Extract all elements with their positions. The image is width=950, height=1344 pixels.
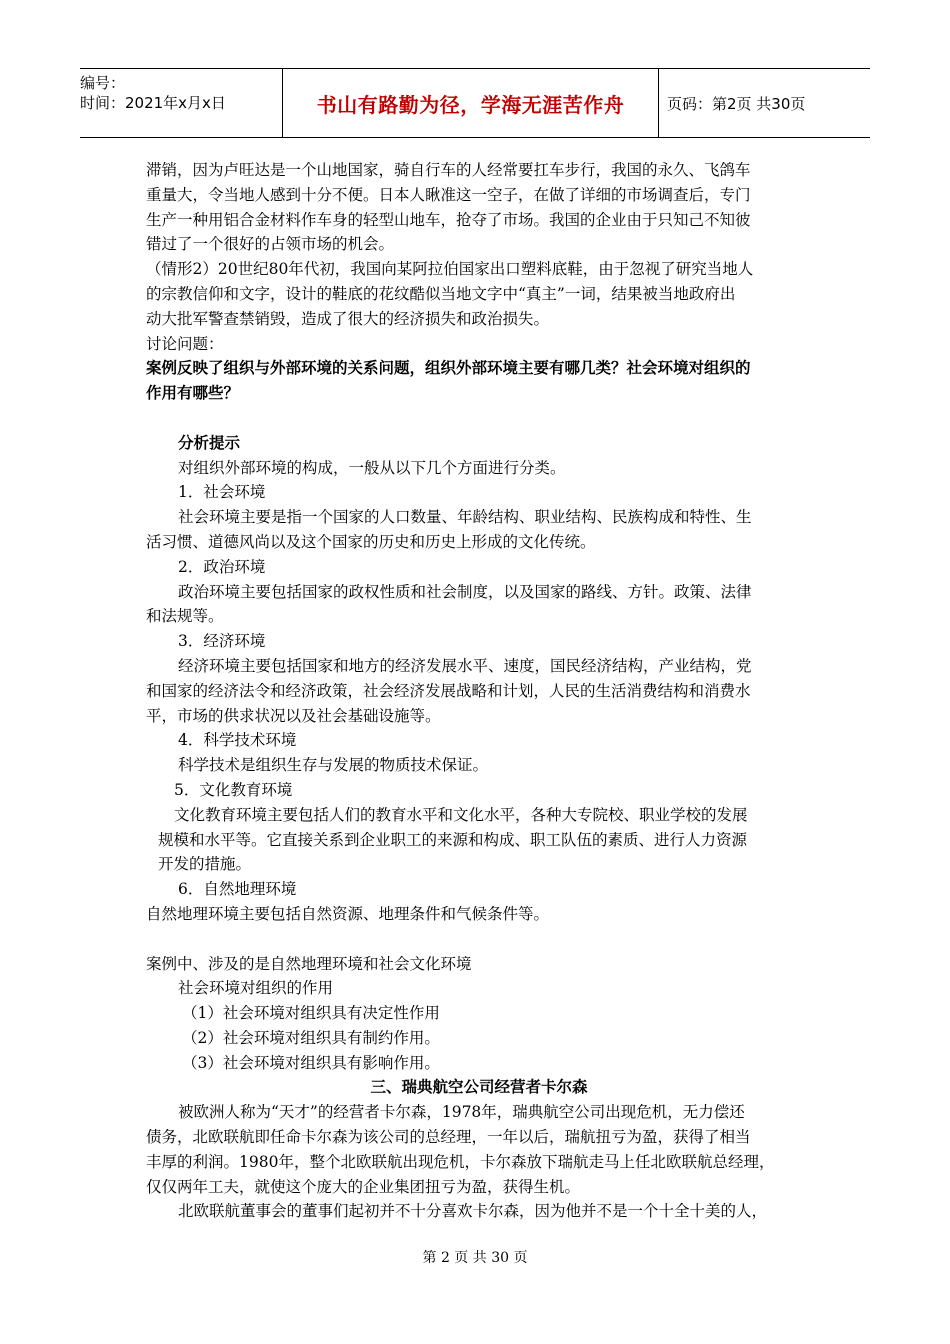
text-line: 债务，北欧联航即任命卡尔森为该公司的总经理，一年以后，瑞航扭亏为盈，获得了相当 <box>146 1128 751 1147</box>
text-line: 的宗教信仰和文字，设计的鞋底的花纹酷似当地文字中“真主”一词，结果被当地政府出 <box>146 284 736 303</box>
header-page-label: 页码：第2页 共30页 <box>667 94 806 113</box>
text-line: 活习惯、道德风尚以及这个国家的历史和历史上形成的文化传统。 <box>146 532 596 551</box>
page-header <box>80 68 870 138</box>
text-line: 科学技术是组织生存与发展的物质技术保证。 <box>178 756 489 775</box>
document-body <box>146 158 812 1224</box>
text-line: 政治环境主要包括国家的政权性质和社会制度，以及国家的路线、方针。政策、法律 <box>178 582 752 601</box>
page-footer: 第 2 页 共 30 页 <box>422 1250 528 1266</box>
text-line: 被欧洲人称为“天才”的经营者卡尔森，1978年，瑞典航空公司出现危机，无力偿还 <box>178 1103 745 1122</box>
text-line: 生产一种用铝合金材料作车身的轻型山地车，抢夺了市场。我国的企业由于只知己不知彼 <box>146 210 751 229</box>
spacer <box>146 406 812 431</box>
role-title: 社会环境对组织的作用 <box>178 979 334 998</box>
text-line: 动大批军警查禁销毁，造成了很大的经济损失和政治损失。 <box>146 309 550 328</box>
section-heading: 3．经济环境 <box>178 632 266 651</box>
header-meta <box>80 69 282 137</box>
text-line: 和法规等。 <box>146 607 224 626</box>
time-label: 时间：2021年x月x日 <box>80 94 226 112</box>
serial-label: 编号： <box>80 74 126 92</box>
text-line: 仅仅两年工夫，就使这个庞大的企业集团扭亏为盈，获得生机。 <box>146 1177 581 1196</box>
discussion-question: 作用有哪些？ <box>146 384 240 403</box>
text-line: 和国家的经济法令和经济政策，社会经济发展战略和计划，人民的生活消费结构和消费水 <box>146 681 751 700</box>
case-summary: 案例中、涉及的是自然地理环境和社会文化环境 <box>146 954 472 973</box>
text-line: 平，市场的供求状况以及社会基础设施等。 <box>146 706 441 725</box>
text-line: （情形2）20世纪80年代初，我国向某阿拉伯国家出口塑料底鞋，由于忽视了研究当地人 <box>146 260 754 279</box>
section-heading: 4．科学技术环境 <box>178 731 297 750</box>
list-item: （2）社会环境对组织具有制约作用。 <box>182 1028 440 1047</box>
analysis-title: 分析提示 <box>178 433 241 452</box>
section-heading: 5．文化教育环境 <box>174 780 293 799</box>
section-heading: 1．社会环境 <box>178 483 266 502</box>
discussion-question: 案例反映了组织与外部环境的关系问题，组织外部环境主要有哪几类？社会环境对组织的 <box>146 359 751 378</box>
list-item: （3）社会环境对组织具有影响作用。 <box>182 1053 440 1072</box>
text-line: 滞销，因为卢旺达是一个山地国家，骑自行车的人经常要扛车步行，我国的永久、飞鸽车 <box>146 161 751 179</box>
section-heading: 2．政治环境 <box>178 557 266 576</box>
text-line: 自然地理环境主要包括自然资源、地理条件和气候条件等。 <box>146 904 550 923</box>
list-item: （1）社会环境对组织具有决定性作用 <box>182 1004 440 1023</box>
text-line: 重量大，令当地人感到十分不便。日本人瞅准这一空子，在做了详细的市场调查后，专门 <box>146 185 751 204</box>
section-title: 三、瑞典航空公司经营者卡尔森 <box>370 1078 588 1097</box>
header-motto: 书山有路勤为径，学海无涯苦作舟 <box>282 69 659 137</box>
analysis-intro: 对组织外部环境的构成，一般从以下几个方面进行分类。 <box>178 458 566 477</box>
text-line: 规模和水平等。它直接关系到企业职工的来源和构成、职工队伍的素质、进行人力资源 <box>158 830 748 849</box>
discussion-label: 讨论问题： <box>146 334 224 353</box>
text-line: 社会环境主要是指一个国家的人口数量、年龄结构、职业结构、民族构成和特性、生 <box>178 508 752 527</box>
text-line: 错过了一个很好的占领市场的机会。 <box>146 235 395 254</box>
text-line: 经济环境主要包括国家和地方的经济发展水平、速度，国民经济结构，产业结构，党 <box>178 656 752 675</box>
section-heading: 6．自然地理环境 <box>178 880 297 899</box>
spacer <box>146 927 812 952</box>
text-line: 北欧联航董事会的董事们起初并不十分喜欢卡尔森，因为他并不是一个十全十美的人， <box>178 1202 768 1221</box>
text-line: 文化教育环境主要包括人们的教育水平和文化水平，各种大专院校、职业学校的发展 <box>174 805 748 824</box>
text-line: 开发的措施。 <box>158 855 252 874</box>
text-line: 丰厚的利润。1980年，整个北欧联航出现危机，卡尔森放下瑞航走马上任北欧联航总经理， <box>146 1152 775 1171</box>
